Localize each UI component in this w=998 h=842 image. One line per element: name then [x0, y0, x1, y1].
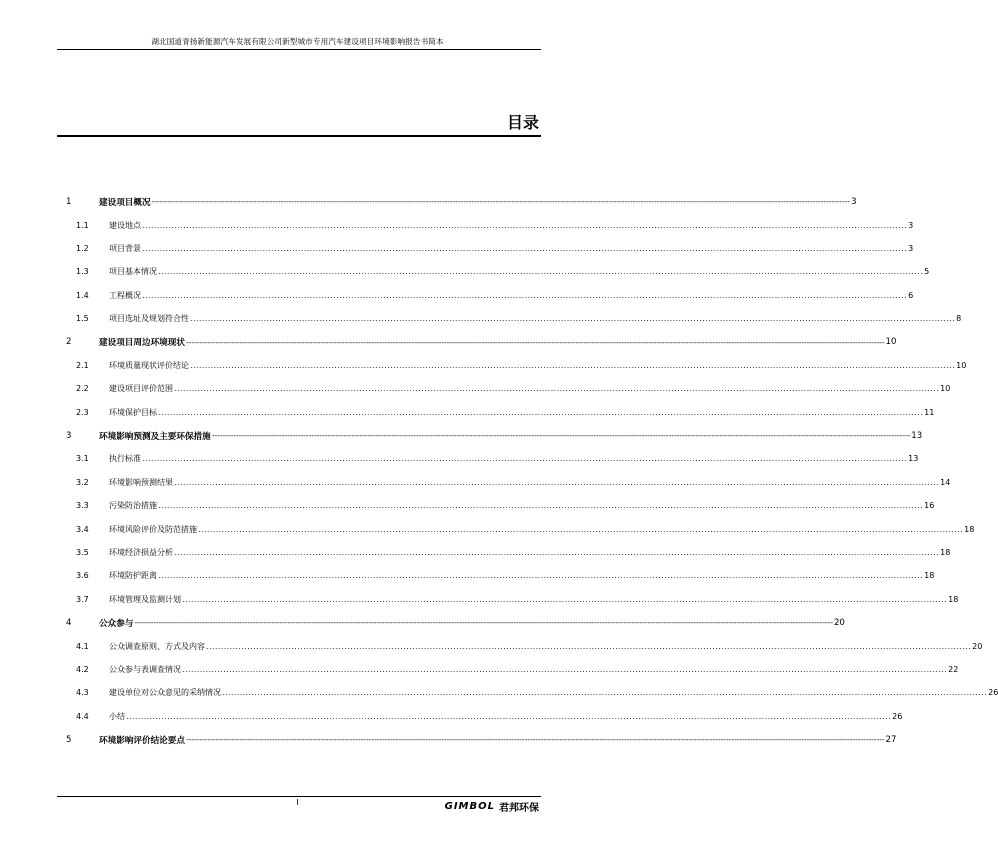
toc-entry-title: 建设单位对公众意见的采纳情况	[109, 688, 221, 698]
toc-entry-page: 26	[988, 688, 998, 698]
toc-entry-number: 1.1	[76, 220, 89, 230]
toc-entry-number: 1.3	[76, 267, 89, 277]
toc-entry-title: 环境质量现状评价结论	[109, 360, 189, 370]
toc-section-entry[interactable]	[57, 213, 914, 236]
toc-entry-title: 项目选址及规划符合性	[109, 314, 189, 324]
toc-entry-number: 2	[66, 337, 72, 348]
toc-entry-page: 20	[972, 641, 983, 651]
toc-entry-page: 10	[956, 360, 967, 370]
toc-entry-number: 3	[66, 430, 72, 441]
toc-dot-leader: ....................................................................................................................................................................................................................................................................	[142, 454, 908, 464]
toc-dot-leader: ....................................................................................................................................................................................................................................................................	[174, 477, 940, 487]
toc-dot-leader: --------------------------------------------------------------------------------------------------------------------------------------------------------------------------------------------------------------------------------------------------------------------	[185, 735, 885, 745]
toc-chapter-entry[interactable]	[57, 611, 845, 634]
toc-section-entry[interactable]	[57, 401, 935, 424]
toc-entry-number: 3.6	[76, 571, 89, 581]
toc-entry-page: 26	[892, 711, 903, 721]
toc-entry-title: 环境防护距离	[109, 571, 157, 581]
toc-dot-leader: ....................................................................................................................................................................................................................................................................	[222, 688, 988, 698]
toc-entry-title: 建设项目概况	[99, 197, 151, 208]
toc-entry-title: 公众参与表调查情况	[109, 665, 181, 674]
toc-entry-title: 建设项目评价范围	[109, 384, 173, 394]
company-logo	[445, 799, 539, 814]
toc-dot-leader: --------------------------------------------------------------------------------------------------------------------------------------------------------------------------------------------------------------------------------------------------------------------	[211, 431, 911, 441]
toc-entry-number: 1	[66, 196, 72, 207]
toc-section-entry[interactable]	[57, 284, 914, 307]
title-rule	[57, 135, 541, 137]
toc-entry-title: 执行标准	[109, 454, 141, 464]
toc-entry-number: 3.7	[76, 594, 89, 604]
toc-entry-title: 小结	[109, 711, 125, 721]
toc-section-entry[interactable]	[57, 588, 959, 611]
toc-entry-title: 环境风险评价及防范措施	[109, 524, 197, 534]
toc-entry-title: 工程概况	[109, 290, 141, 300]
toc-entry-number: 5	[66, 734, 72, 745]
toc-entry-page: 18	[948, 594, 959, 604]
toc-entry-number: 3.2	[76, 477, 89, 487]
toc-entry-number: 4.4	[76, 711, 89, 721]
toc-entry-page: 14	[940, 477, 951, 487]
toc-entry-page: 3	[851, 196, 857, 207]
table-of-contents	[57, 190, 998, 751]
toc-section-entry[interactable]	[57, 307, 962, 330]
logo-wordmark: GIMBOL	[444, 801, 495, 812]
toc-dot-leader: ....................................................................................................................................................................................................................................................................	[198, 524, 964, 534]
page-number: I	[296, 798, 299, 807]
toc-entry-number: 1.4	[76, 290, 89, 300]
logo-chinese-name: 君邦环保	[499, 803, 539, 814]
footer-rule	[57, 796, 541, 797]
toc-dot-leader: --------------------------------------------------------------------------------------------------------------------------------------------------------------------------------------------------------------------------------------------------------------------	[151, 197, 851, 207]
toc-entry-number: 3.4	[76, 524, 89, 534]
toc-dot-leader: ....................................................................................................................................................................................................................................................................	[158, 267, 924, 277]
toc-section-entry[interactable]	[57, 237, 914, 260]
toc-entry-page: 10	[885, 337, 897, 348]
toc-entry-page: 27	[885, 734, 897, 745]
running-header: 湖北国道青扬新能源汽车发展有限公司新型城市专用汽车建设项目环境影响报告书简本	[151, 37, 444, 46]
toc-entry-number: 3.1	[76, 454, 89, 464]
toc-entry-page: 10	[940, 384, 951, 394]
toc-section-entry[interactable]	[57, 705, 903, 728]
toc-entry-title: 公众参与	[99, 618, 134, 629]
toc-section-entry[interactable]	[57, 494, 935, 517]
toc-entry-page: 8	[956, 314, 962, 324]
toc-entry-number: 2.1	[76, 360, 89, 370]
toc-entry-page: 5	[924, 267, 930, 277]
toc-dot-leader: --------------------------------------------------------------------------------------------------------------------------------------------------------------------------------------------------------------------------------------------------------------------	[185, 337, 885, 347]
toc-entry-page: 11	[924, 407, 935, 417]
toc-entry-page: 13	[908, 454, 919, 464]
toc-entry-title: 建设地点	[109, 220, 141, 230]
toc-entry-number: 1.5	[76, 314, 89, 324]
toc-chapter-entry[interactable]	[57, 190, 857, 213]
toc-dot-leader: ....................................................................................................................................................................................................................................................................	[142, 220, 908, 230]
toc-entry-number: 4	[66, 617, 72, 628]
toc-dot-leader: ....................................................................................................................................................................................................................................................................	[158, 407, 924, 417]
toc-chapter-entry[interactable]	[57, 424, 923, 447]
toc-entry-page: 13	[911, 430, 923, 441]
toc-entry-title: 环境影响评价结论要点	[99, 735, 185, 746]
toc-entry-page: 20	[833, 617, 845, 628]
toc-dot-leader: ....................................................................................................................................................................................................................................................................	[190, 360, 956, 370]
toc-entry-title: 环境管理及监测计划	[109, 594, 181, 604]
toc-entry-number: 2.3	[76, 407, 89, 417]
toc-entry-title: 项目背景	[109, 243, 141, 253]
toc-dot-leader: ....................................................................................................................................................................................................................................................................	[206, 641, 972, 651]
toc-dot-leader: ....................................................................................................................................................................................................................................................................	[174, 384, 940, 394]
toc-entry-title: 项目基本情况	[109, 267, 157, 277]
toc-entry-title: 公众调查原则、方式及内容	[109, 641, 205, 651]
toc-entry-number: 2.2	[76, 384, 89, 394]
toc-section-entry[interactable]	[57, 377, 951, 400]
toc-section-entry[interactable]	[57, 658, 959, 681]
toc-section-entry[interactable]	[57, 564, 935, 587]
toc-dot-leader: ....................................................................................................................................................................................................................................................................	[174, 548, 940, 558]
toc-entry-page: 22	[948, 665, 959, 674]
toc-title: 目录	[506, 113, 539, 132]
toc-dot-leader: ....................................................................................................................................................................................................................................................................	[142, 290, 908, 300]
toc-dot-leader: --------------------------------------------------------------------------------------------------------------------------------------------------------------------------------------------------------------------------------------------------------------------	[134, 618, 833, 628]
toc-dot-leader: ....................................................................................................................................................................................................................................................................	[142, 243, 908, 253]
toc-entry-page: 16	[924, 501, 935, 511]
toc-entry-number: 4.2	[76, 665, 89, 674]
toc-entry-title: 环境保护目标	[109, 407, 157, 417]
toc-dot-leader: ....................................................................................................................................................................................................................................................................	[126, 711, 892, 721]
toc-section-entry[interactable]	[57, 471, 951, 494]
toc-section-entry[interactable]	[57, 517, 975, 540]
toc-dot-leader: ....................................................................................................................................................................................................................................................................	[182, 594, 948, 604]
toc-entry-page: 6	[908, 290, 914, 300]
toc-entry-number: 4.1	[76, 641, 89, 651]
toc-chapter-entry[interactable]	[57, 330, 897, 353]
toc-entry-title: 环境经济损益分析	[109, 548, 173, 558]
toc-entry-number: 3.5	[76, 548, 89, 558]
toc-chapter-entry[interactable]	[57, 728, 897, 751]
toc-dot-leader: ....................................................................................................................................................................................................................................................................	[190, 314, 956, 324]
toc-entry-page: 18	[924, 571, 935, 581]
toc-entry-title: 建设项目周边环境现状	[99, 338, 185, 349]
toc-entry-page: 3	[908, 243, 914, 253]
toc-section-entry[interactable]	[57, 354, 967, 377]
toc-entry-title: 环境影响预测结果	[109, 477, 173, 487]
toc-section-entry[interactable]	[57, 260, 930, 283]
toc-entry-number: 3.3	[76, 501, 89, 511]
toc-section-entry[interactable]	[57, 681, 998, 704]
header-rule	[57, 49, 541, 50]
toc-dot-leader: ....................................................................................................................................................................................................................................................................	[158, 501, 924, 511]
toc-entry-number: 4.3	[76, 688, 89, 698]
toc-entry-number: 1.2	[76, 243, 89, 253]
toc-section-entry[interactable]	[57, 541, 951, 564]
toc-dot-leader: ....................................................................................................................................................................................................................................................................	[182, 665, 948, 674]
toc-entry-page: 18	[964, 524, 975, 534]
toc-entry-title: 环境影响预测及主要环保措施	[99, 431, 211, 442]
toc-entry-page: 18	[940, 548, 951, 558]
toc-section-entry[interactable]	[57, 634, 983, 657]
toc-entry-title: 污染防治措施	[109, 501, 157, 511]
toc-section-entry[interactable]	[57, 447, 919, 470]
toc-entry-page: 3	[908, 220, 914, 230]
toc-dot-leader: ....................................................................................................................................................................................................................................................................	[158, 571, 924, 581]
